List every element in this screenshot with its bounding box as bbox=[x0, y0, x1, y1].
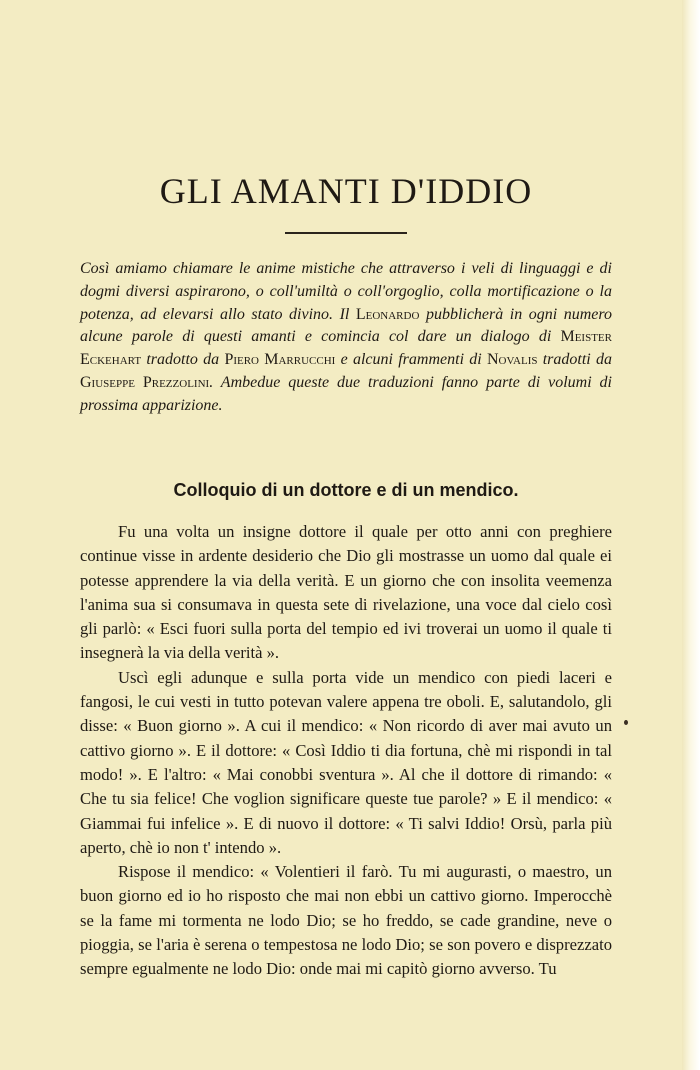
intro-text: Il bbox=[339, 305, 356, 323]
ink-spot bbox=[624, 720, 628, 725]
page-edge bbox=[682, 0, 700, 1070]
intro-text: e alcuni frammenti di bbox=[335, 351, 487, 369]
article-title: GLI AMANTI D'IDDIO bbox=[159, 171, 533, 211]
editorial-intro bbox=[80, 258, 612, 418]
intro-text: pubblicherà in ogni numero alcune parole di questi amanti e comincia col dare un dialogo di bbox=[80, 305, 613, 346]
translator-marrucchi: Piero Marrucchi bbox=[224, 351, 336, 369]
dialogue-body bbox=[80, 520, 612, 982]
body-paragraph: Uscì egli adunque e sulla porta vide un mendico con piedi laceri e fangosi, le cui vesti in tutto potevan valere appena tre oboli. E, salutandolo, gli disse: « Buon giorno ». A cui il mendico: « Non ricordo di aver mai avuto un cattivo giorno ». E il dottore: « Così Iddio ti dia fortuna, chè mi rispondi in tal modo! ». E l'altro: « Mai conobbi sventura ». Al che il dottore di rimando: « Che tu sia felice! Che voglion significare queste tue parole? » E il mendico: « Giammai fui infelice ». E di nuovo il dottore: « Ti salvi Iddio! Orsù, parla più aperto, chè io non t' intendo ». bbox=[80, 667, 612, 857]
dialogue-title: Colloquio di un dottore e di un mendico. bbox=[173, 480, 519, 500]
author-eckehart: Meister Eckehart bbox=[80, 328, 612, 369]
translator-prezzolini: Giuseppe Prezzolini bbox=[80, 373, 210, 391]
intro-paragraph-1: Così amiamo chiamare le anime mistiche che attraverso i veli di linguaggi e di dogmi diversi aspirarono, o coll'umiltà o coll'orgoglio, colla mortificazione o la potenza, ad elevarsi allo stato divino. bbox=[80, 260, 612, 323]
intro-text: tradotto da bbox=[141, 351, 225, 369]
show-through-text bbox=[60, 30, 670, 54]
author-novalis: Novalis bbox=[487, 351, 538, 369]
intro-text: tradotti da bbox=[537, 351, 613, 369]
title-underline bbox=[285, 232, 407, 234]
body-paragraph: Rispose il mendico: « Volentieri il farò. Tu mi augurasti, o maestro, un buon giorno ed io ho risposto che mai non ebbi un cattivo giorno. Imperocchè se la fame mi tormenta ne lodo Dio; se ho freddo, se cade grandine, neve o pioggia, se l'aria è serena o tempestosa ne lodo Dio; se son povero e disprezzato sempre egualmente ne lodo Dio: onde mai mi capitò giorno avverso. Tu bbox=[80, 862, 612, 979]
journal-name: Leonardo bbox=[355, 305, 420, 323]
intro-text: . Ambedue queste due traduzioni fanno parte di volumi di prossima apparizione. bbox=[80, 373, 612, 414]
body-paragraph: Fu una volta un insigne dottore il quale per otto anni con preghiere continue visse in ardente desiderio che Dio gli mostrasse un uomo dal quale ei potesse apprendere la via della verità. E un giorno che con insolita veemenza l'anima sua si consumava in questa sete di rivelazione, una voce dal cielo così gli parlò: « Esci fuori sulla porta del tempio ed ivi troverai un uomo il quale ti insegnerà la via della verità ». bbox=[80, 522, 612, 663]
